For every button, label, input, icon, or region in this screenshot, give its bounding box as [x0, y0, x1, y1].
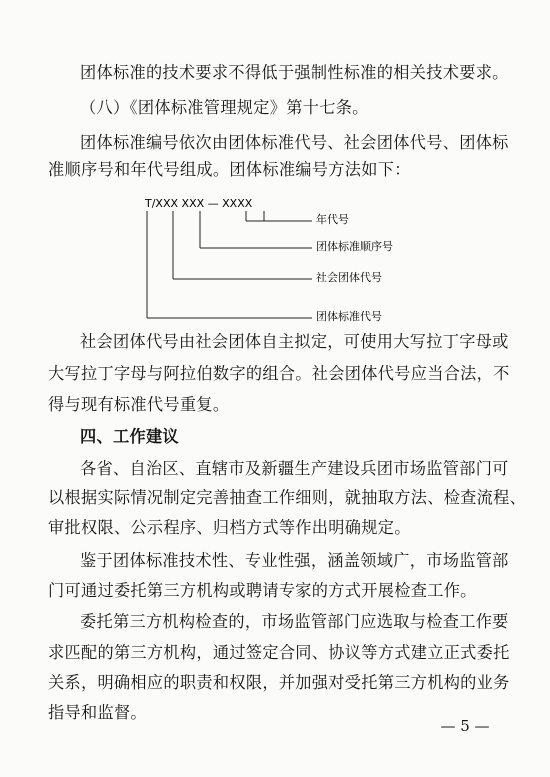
- label-year: 年代号: [316, 213, 349, 226]
- paragraph-line: 指导和监督。: [48, 703, 147, 722]
- paragraph-line: 得与现有标准代号重复。: [48, 395, 230, 414]
- label-org: 社会团体代号: [316, 271, 382, 284]
- page-number: — 5 —: [440, 717, 490, 735]
- section-heading: 四、工作建议: [80, 427, 179, 446]
- paragraph-line: 各省、自治区、直辖市及新疆生产建设兵团市场监管部门可: [80, 459, 509, 478]
- diagram-code: T/XXX XXX — XXXX: [145, 197, 253, 210]
- paragraph-line: 门可通过委托第三方机构或聘请专家的方式开展检查工作。: [48, 581, 477, 600]
- paragraph-line: 社会团体代号由社会团体自主拟定，可使用大写拉丁字母或: [80, 332, 509, 351]
- paragraph-line: 鉴于团体标准技术性、专业性强，涵盖领域广，市场监管部: [80, 551, 509, 570]
- paragraph-line: 关系，明确相应的职责和权限，并加强对受托第三方机构的业务: [48, 673, 510, 692]
- paragraph-line: 团体标准编号依次由团体标准代号、社会团体代号、团体标: [80, 133, 509, 152]
- paragraph-line: 以根据实际情况制定完善抽查工作细则，就抽取方法、检查流程、: [48, 488, 527, 507]
- paragraph-line: 审批权限、公示程序、归档方式等作出明确规定。: [48, 518, 411, 537]
- paragraph-line: 大写拉丁字母与阿拉伯数字的组合。社会团体代号应当合法，不: [48, 364, 510, 383]
- paragraph-line: 委托第三方机构检查的，市场监管部门应选取与检查工作要: [80, 612, 509, 631]
- label-sequence: 团体标准顺序号: [316, 240, 393, 253]
- regulation-title: （八）《团体标准管理规定》第十七条。: [80, 98, 369, 117]
- paragraph-line: 求匹配的第三方机构，通过签定合同、协议等方式建立正式委托: [48, 643, 510, 662]
- paragraph-line: 团体标准的技术要求不得低于强制性标准的相关技术要求。: [80, 63, 509, 82]
- label-standard: 团体标准代号: [316, 310, 382, 323]
- paragraph-line: 准顺序号和年代号组成。团体标准编号方法如下：: [48, 160, 411, 179]
